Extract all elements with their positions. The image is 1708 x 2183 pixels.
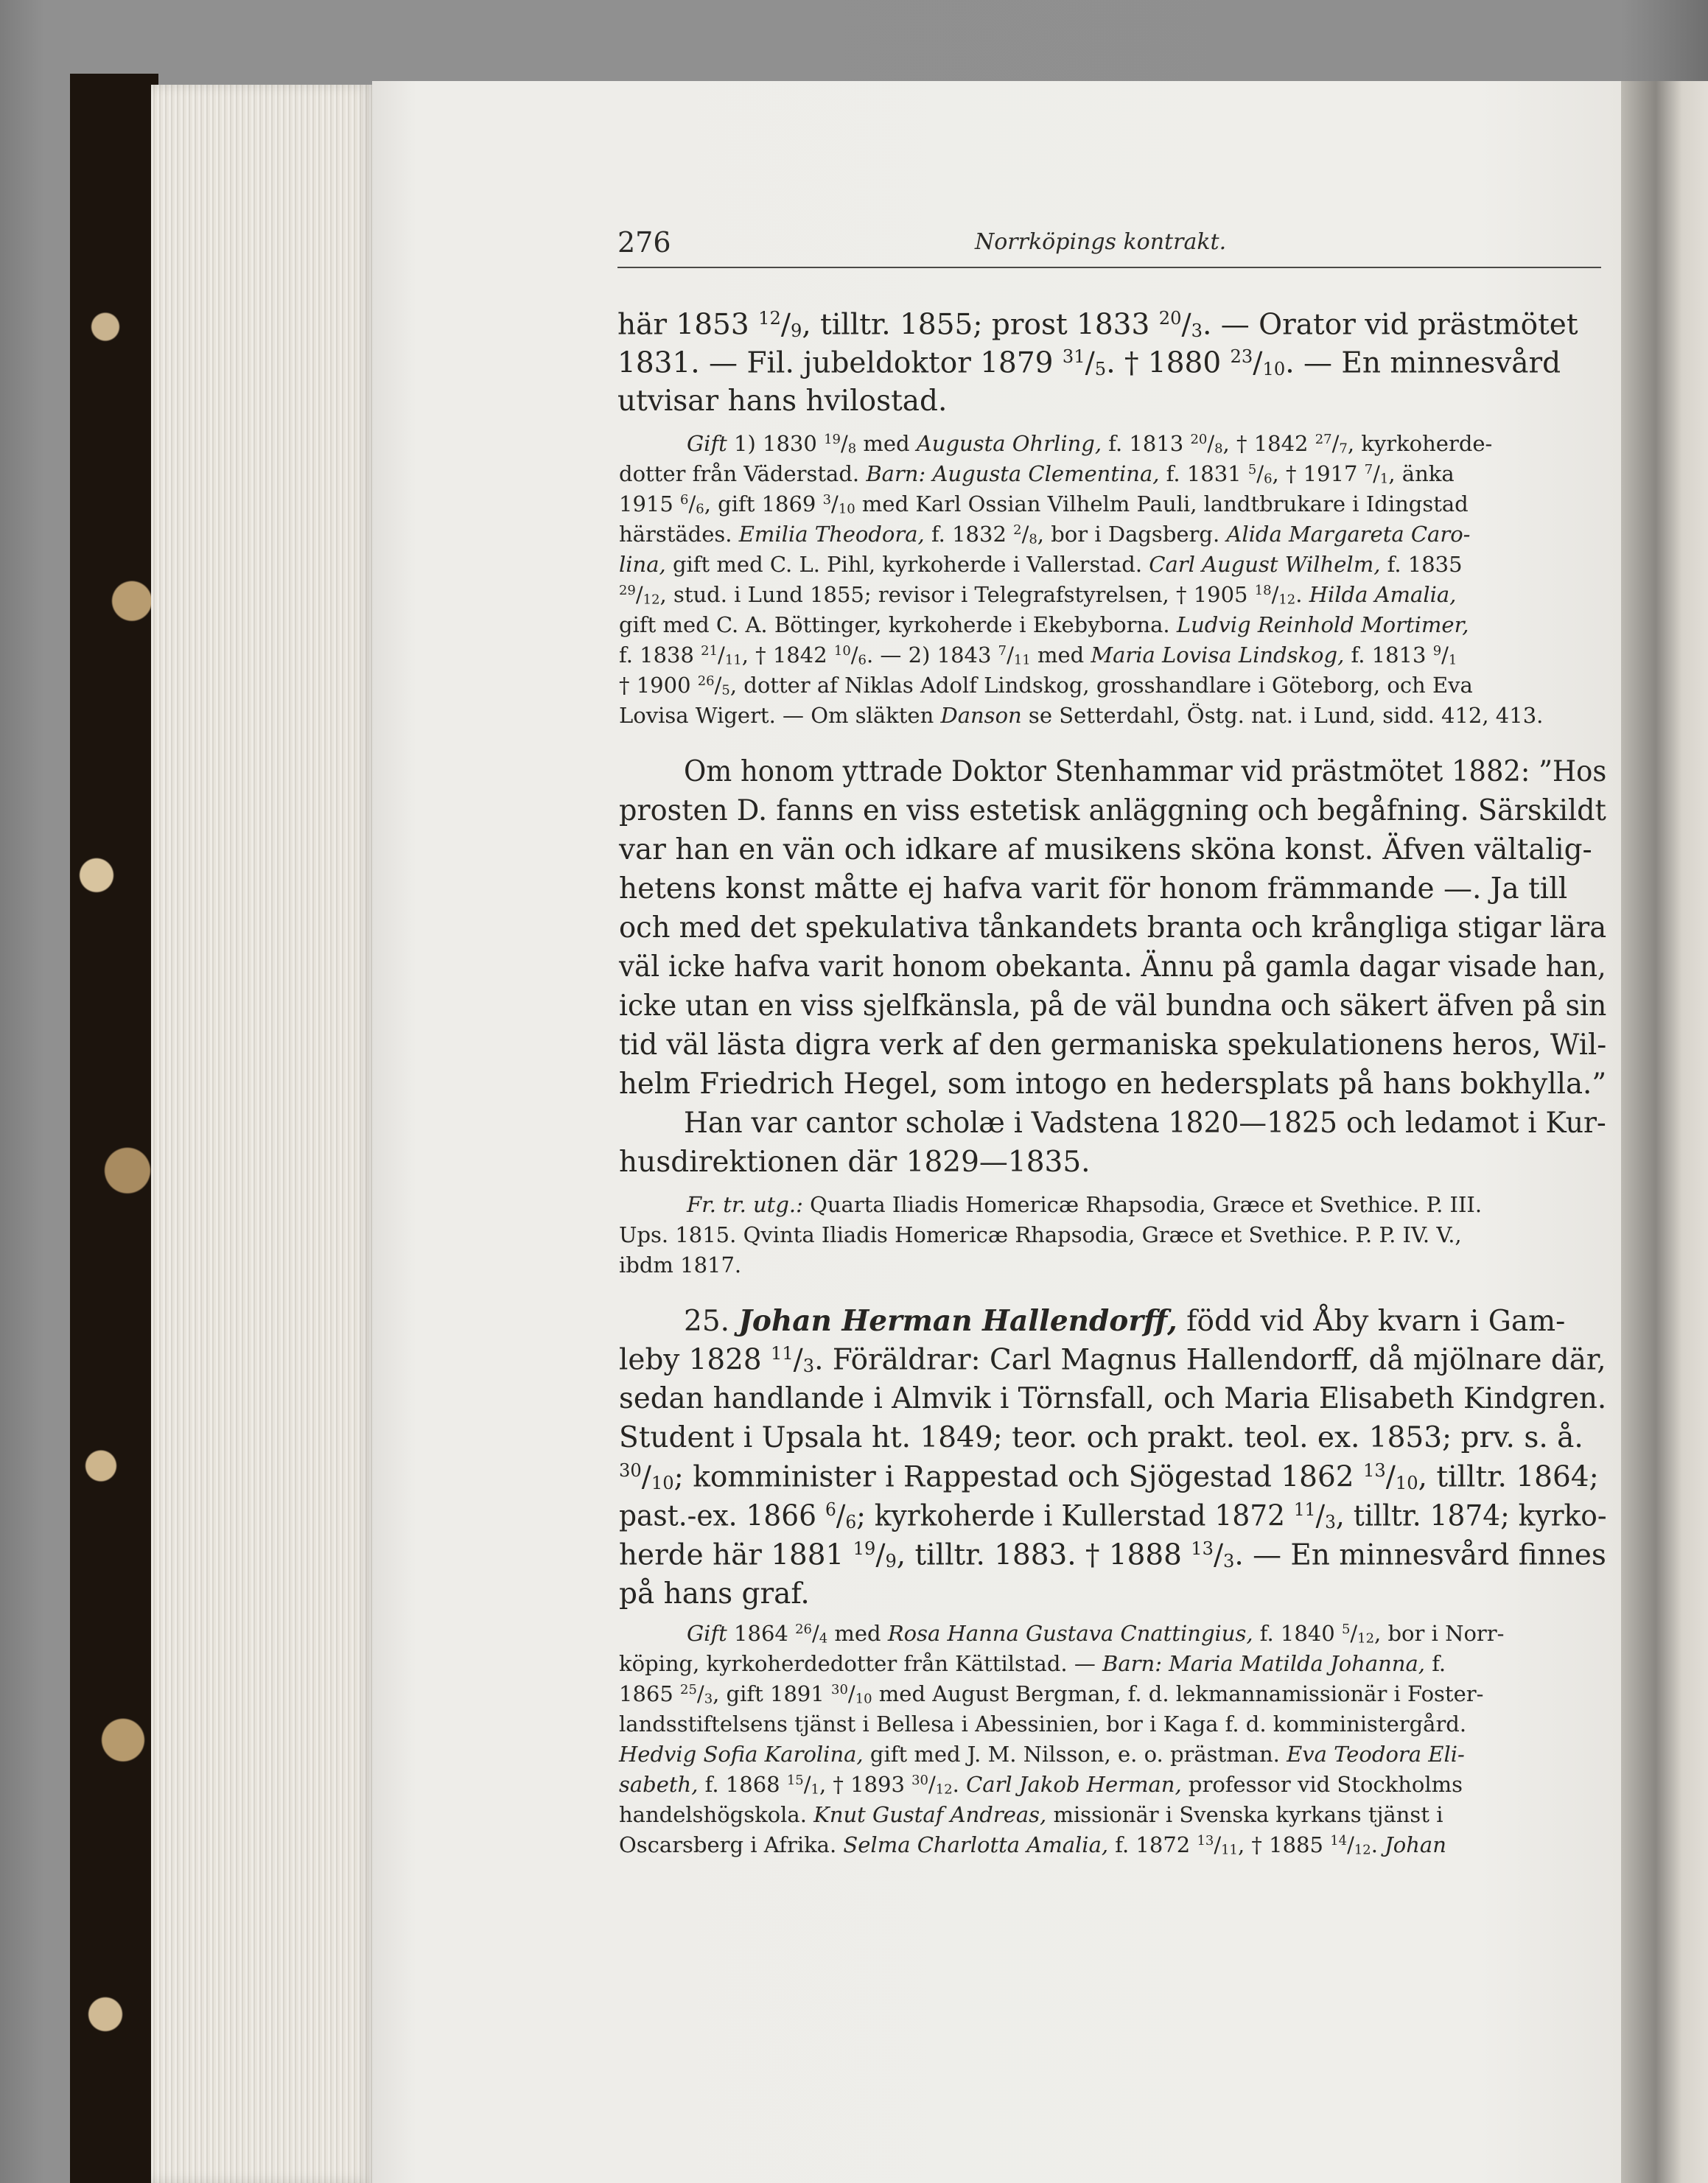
text-line: köping, kyrkoherdedotter från Kättilstad. — Barn: Maria Matilda Johanna, f. (619, 1651, 1446, 1676)
text-line: Gift 1864 $^{26}/_4$ med Rosa Hanna Gustava Cnattingius, f. 1840 $^5/_{12}$, bor i Norr- (687, 1621, 1505, 1647)
text-line: utvisar hans hvilostad. (617, 385, 948, 418)
text-line: sedan handlande i Almvik i Törnsfall, och Maria Elisabeth Kindgren. (619, 1382, 1607, 1415)
text-line: sabeth, f. 1868 $^{15}/_1$, † 1893 $^{30}/_{12}$. Carl Jakob Herman, professor vid Stockholms (619, 1772, 1463, 1798)
text-line: $^{30}/_{10}$; komminister i Rappestad och Sjögestad 1862 $^{13}/_{10}$, tilltr. 1864; (619, 1460, 1599, 1494)
text-line: dotter från Väderstad. Barn: Augusta Clementina, f. 1831 $^5/_6$, † 1917 $^7/_1$, änka (619, 461, 1455, 487)
marbled-book-cover (70, 74, 158, 2183)
text-line: gift med C. A. Böttinger, kyrkoherde i Ekebyborna. Ludvig Reinhold Mortimer, (619, 612, 1469, 637)
page-edges (151, 85, 376, 2183)
text-line: herde här 1881 $^{19}/_9$, tilltr. 1883. † 1888 $^{13}/_3$. — En minnesvård finnes (619, 1538, 1606, 1572)
text-line: Lovisa Wigert. — Om släkten Danson se Setterdahl, Östg. nat. i Lund, sidd. 412, 413. (619, 703, 1544, 728)
text-line: tid väl lästa digra verk af den germaniska spekulationens heros, Wil- (619, 1029, 1607, 1062)
header-rule (617, 267, 1601, 268)
text-line: lina, gift med C. L. Pihl, kyrkoherde i Vallerstad. Carl August Wilhelm, f. 1835 (619, 552, 1463, 577)
text-line: helm Friedrich Hegel, som intogo en hedersplats på hans bokhylla.” (619, 1068, 1607, 1101)
text-line: här 1853 $^{12}/_9$, tilltr. 1855; prost 1833 $^{20}/_3$. — Orator vid prästmötet (617, 308, 1578, 342)
text-line: leby 1828 $^{11}/_3$. Föräldrar: Carl Magnus Hallendorff, då mjölnare där, (619, 1343, 1606, 1377)
text-line: Fr. tr. utg.: Quarta Iliadis Homericæ Rhapsodia, Græce et Svethice. P. III. (687, 1192, 1483, 1217)
text-line: 1915 $^6/_6$, gift 1869 $^3/_{10}$ med Karl Ossian Vilhelm Pauli, landtbrukare i Idingstad (619, 491, 1469, 517)
page-number: 276 (617, 226, 671, 259)
text-line: Ups. 1815. Qvinta Iliadis Homericæ Rhapsodia, Græce et Svethice. P. P. IV. V., (619, 1222, 1462, 1247)
text-line: $^{29}/_{12}$, stud. i Lund 1855; revisor i Telegrafstyrelsen, † 1905 $^{18}/_{12}$. Hilda Amalia, (619, 582, 1457, 608)
text-line: härstädes. Emilia Theodora, f. 1832 $^2/_8$, bor i Dagsberg. Alida Margareta Caro- (619, 522, 1471, 547)
text-line: f. 1838 $^{21}/_{11}$, † 1842 $^{10}/_6$. — 2) 1843 $^7/_{11}$ med Maria Lovisa Lindskog, f. 1813 $^9/_1$ (619, 642, 1457, 668)
text-line: 25. Johan Herman Hallendorff, född vid Åby kvarn i Gam- (684, 1304, 1566, 1338)
book-gutter (1621, 81, 1708, 2183)
text-line: ibdm 1817. (619, 1252, 742, 1278)
text-line: Om honom yttrade Doktor Stenhammar vid prästmötet 1882: ”Hos (684, 755, 1607, 788)
text-line: † 1900 $^{26}/_5$, dotter af Niklas Adolf Lindskog, grosshandlare i Göteborg, och Eva (619, 673, 1473, 698)
text-line: Student i Upsala ht. 1849; teor. och prakt. teol. ex. 1853; prv. s. å. (619, 1421, 1583, 1454)
text-line: handelshögskola. Knut Gustaf Andreas, missionär i Svenska kyrkans tjänst i (619, 1802, 1443, 1827)
text-line: Hedvig Sofia Karolina, gift med J. M. Nilsson, e. o. prästman. Eva Teodora Eli- (619, 1742, 1465, 1767)
text-line: 1865 $^{25}/_3$, gift 1891 $^{30}/_{10}$ med August Bergman, f. d. lekmannamissionär i Foster- (619, 1681, 1484, 1707)
text-line: past.-ex. 1866 $^6/_6$; kyrkoherde i Kullerstad 1872 $^{11}/_3$, tilltr. 1874; kyrko- (619, 1499, 1607, 1533)
text-line: väl icke hafva varit honom obekanta. Ännu på gamla dagar visade han, (619, 950, 1606, 984)
text-line: och med det spekulativa tånkandets branta och krångliga stigar lära (619, 911, 1607, 945)
text-line: Han var cantor scholæ i Vadstena 1820—1825 och ledamot i Kur- (684, 1107, 1606, 1140)
text-line: var han en vän och idkare af musikens sköna konst. Äfven vältalig- (619, 833, 1592, 866)
text-line: Oscarsberg i Afrika. Selma Charlotta Amalia, f. 1872 $^{13}/_{11}$, † 1885 $^{14}/_{12}$. Johan (619, 1832, 1446, 1858)
text-line: Gift 1) 1830 $^{19}/_8$ med Augusta Ohrling, f. 1813 $^{20}/_8$, † 1842 $^{27}/_7$, kyrkoherde- (687, 431, 1493, 457)
running-title: Norrköpings kontrakt. (975, 229, 1227, 255)
text-line: landsstiftelsens tjänst i Bellesa i Abessinien, bor i Kaga f. d. komministergård. (619, 1711, 1467, 1737)
text-line: 1831. — Fil. jubeldoktor 1879 $^{31}/_5$. † 1880 $^{23}/_{10}$. — En minnesvård (617, 346, 1561, 380)
text-line: husdirektionen där 1829—1835. (619, 1146, 1091, 1179)
text-line: på hans graf. (619, 1577, 810, 1611)
text-line: hetens konst måtte ej hafva varit för honom främmande —. Ja till (619, 872, 1568, 905)
text-line: prosten D. fanns en viss estetisk anläggning och begåfning. Särskildt (619, 794, 1606, 827)
text-line: icke utan en viss sjelfkänsla, på de väl bundna och säkert äfven på sin (619, 989, 1607, 1023)
